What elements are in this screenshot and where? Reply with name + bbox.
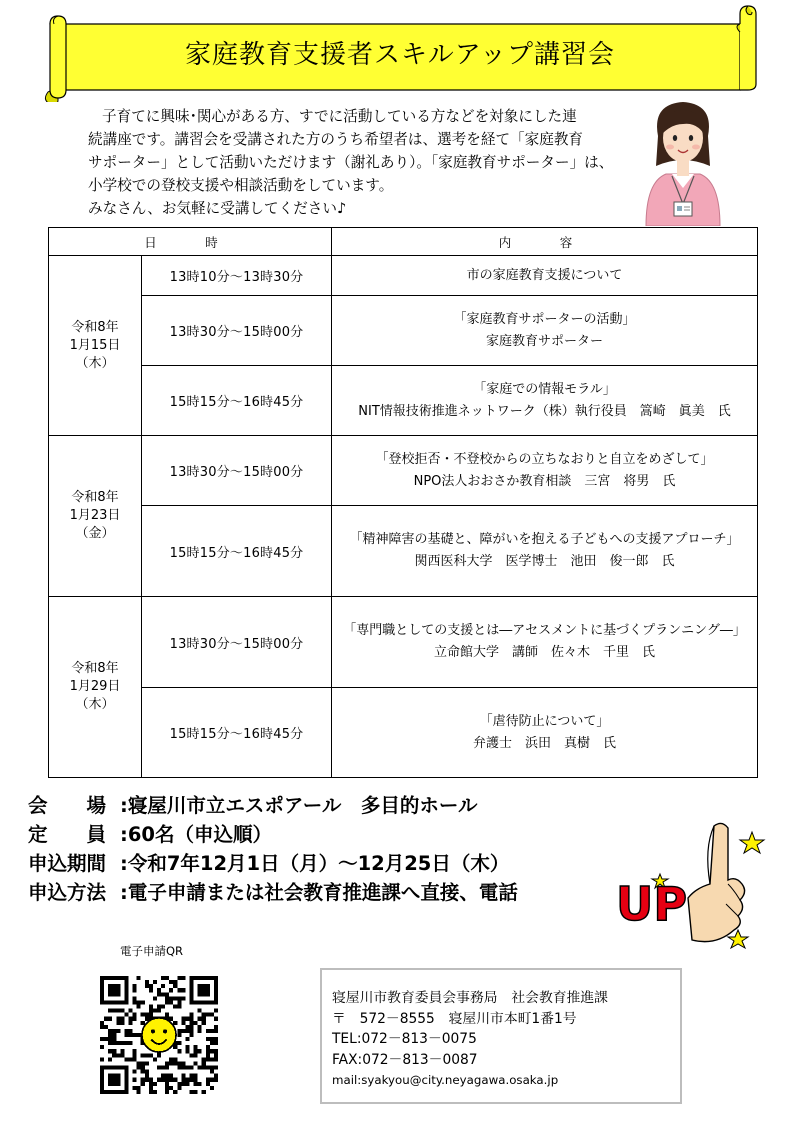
supporter-woman-illustration: [638, 96, 728, 226]
date-cell: [49, 256, 142, 436]
contact-box: [320, 968, 682, 1104]
session-topic: 市の家庭教育支援について: [466, 267, 623, 283]
content-cell: [332, 688, 758, 778]
intro-line: 小学校での登校支援や相談活動をしています。: [88, 177, 394, 194]
contact-address: 〒 572－8555 寝屋川市本町1番1号: [332, 1010, 577, 1027]
date-day: 1月29日: [69, 679, 121, 694]
time-cell: 15時15分～16時45分: [142, 688, 332, 778]
header-datetime: 日 時: [49, 228, 332, 256]
capacity-row: 定 員 :60名（申込順）: [28, 820, 628, 849]
session-topic: 「精神障害の基礎と、障がいを抱える子どもへの支援アプローチ」: [349, 532, 740, 547]
star-icon: [740, 832, 764, 853]
table-row: [49, 597, 758, 688]
table-header-row: [49, 228, 758, 256]
contact-email[interactable]: mail:syakyou@city.neyagawa.osaka.jp: [332, 1073, 559, 1087]
time-cell: 13時10分～13時30分: [142, 256, 332, 296]
table-row: [49, 688, 758, 778]
venue-label: 会 場: [28, 794, 107, 817]
contact-fax: FAX:072－813－0087: [332, 1051, 478, 1068]
method-label: 申込方法: [28, 881, 107, 904]
session-topic: 「登校拒否・不登校からの立ちなおりと自立をめざして」: [375, 451, 714, 467]
date-weekday: （木）: [75, 355, 115, 371]
method-value: 電子申請または社会教育推進課へ直接、電話: [127, 881, 518, 904]
date-year: 令和8年: [71, 661, 119, 676]
header-content: 内 容: [332, 228, 758, 256]
intro-line: 続講座です。講習会を受講された方のうち希望者は、選考を経て「家庭教育: [88, 131, 584, 148]
content-cell: [332, 436, 758, 506]
page-title: 家庭教育支援者スキルアップ講習会: [185, 40, 615, 70]
session-speaker: 立命館大学 講師 佐々木 千里 氏: [434, 645, 656, 660]
intro-line: みなさん、お気軽に受講してください♪: [88, 200, 347, 217]
intro-paragraph: [88, 105, 618, 220]
method-row: 申込方法 :電子申請または社会教育推進課へ直接、電話: [28, 878, 628, 907]
session-topic: 「家庭教育サポーターの活動」: [453, 311, 636, 327]
table-row: [49, 506, 758, 597]
date-day: 1月15日: [69, 337, 121, 353]
time-cell: 15時15分～16時45分: [142, 366, 332, 436]
date-year: 令和8年: [71, 319, 119, 335]
session-speaker: 家庭教育サポーター: [486, 333, 604, 349]
session-speaker: 関西医科大学 医学博士 池田 俊一郎 氏: [414, 554, 675, 569]
date-day: 1月23日: [69, 508, 121, 523]
time-cell: 13時30分～15時00分: [142, 597, 332, 688]
period-label: 申込期間: [28, 852, 107, 875]
qr-code[interactable]: [100, 976, 218, 1094]
date-year: 令和8年: [71, 490, 119, 505]
capacity-value: 60名（申込順）: [127, 823, 272, 846]
date-cell: [49, 597, 142, 778]
table-row: [49, 436, 758, 506]
venue-value: 寝屋川市立エスポアール 多目的ホール: [127, 794, 478, 817]
table-row: [49, 366, 758, 436]
up-badge-text: UP: [616, 877, 688, 931]
content-cell: [332, 597, 758, 688]
session-topic: 「虐待防止について」: [479, 713, 610, 729]
table-row: [49, 296, 758, 366]
time-cell: 15時15分～16時45分: [142, 506, 332, 597]
period-value: 令和7年12月1日（月）～12月25日（木）: [127, 852, 510, 875]
time-cell: 13時30分～15時00分: [142, 436, 332, 506]
session-topic: 「専門職としての支援とは―アセスメントに基づくプランニング―」: [343, 623, 746, 638]
session-speaker: NPO法人おおさか教育相談 三宮 将男 氏: [413, 473, 676, 489]
event-info: [28, 791, 628, 907]
session-speaker: 弁護士 浜田 真樹 氏: [473, 735, 617, 751]
qr-label: 電子申請QR: [120, 944, 184, 958]
session-speaker: NIT情報技術推進ネットワーク（株）執行役員 篙崎 眞美 氏: [358, 403, 731, 419]
content-cell: [332, 256, 758, 296]
up-hand-illustration: [596, 818, 782, 958]
venue-row: 会 場 :寝屋川市立エスポアール 多目的ホール: [28, 791, 628, 820]
content-cell: [332, 366, 758, 436]
date-weekday: （木）: [75, 697, 115, 712]
time-cell: 13時30分～15時00分: [142, 296, 332, 366]
period-row: 申込期間 :令和7年12月1日（月）～12月25日（木）: [28, 849, 628, 878]
date-weekday: （金）: [75, 526, 115, 541]
intro-line: 子育てに興味･関心がある方、すでに活動している方などを対象にした連: [102, 108, 577, 125]
intro-line: サポーター」として活動いただけます（謝礼あり）。「家庭教育サポーター」は、: [88, 154, 614, 171]
contact-tel: TEL:072－813－0075: [332, 1031, 477, 1047]
content-cell: [332, 296, 758, 366]
content-cell: [332, 506, 758, 597]
contact-org: 寝屋川市教育委員会事務局 社会教育推進課: [332, 990, 608, 1006]
session-topic: 「家庭での情報モラル」: [473, 381, 616, 397]
date-cell: [49, 436, 142, 597]
table-row: [49, 256, 758, 296]
capacity-label: 定 員: [28, 823, 107, 846]
smiley-icon: [142, 1018, 176, 1052]
schedule-table: [48, 227, 758, 778]
